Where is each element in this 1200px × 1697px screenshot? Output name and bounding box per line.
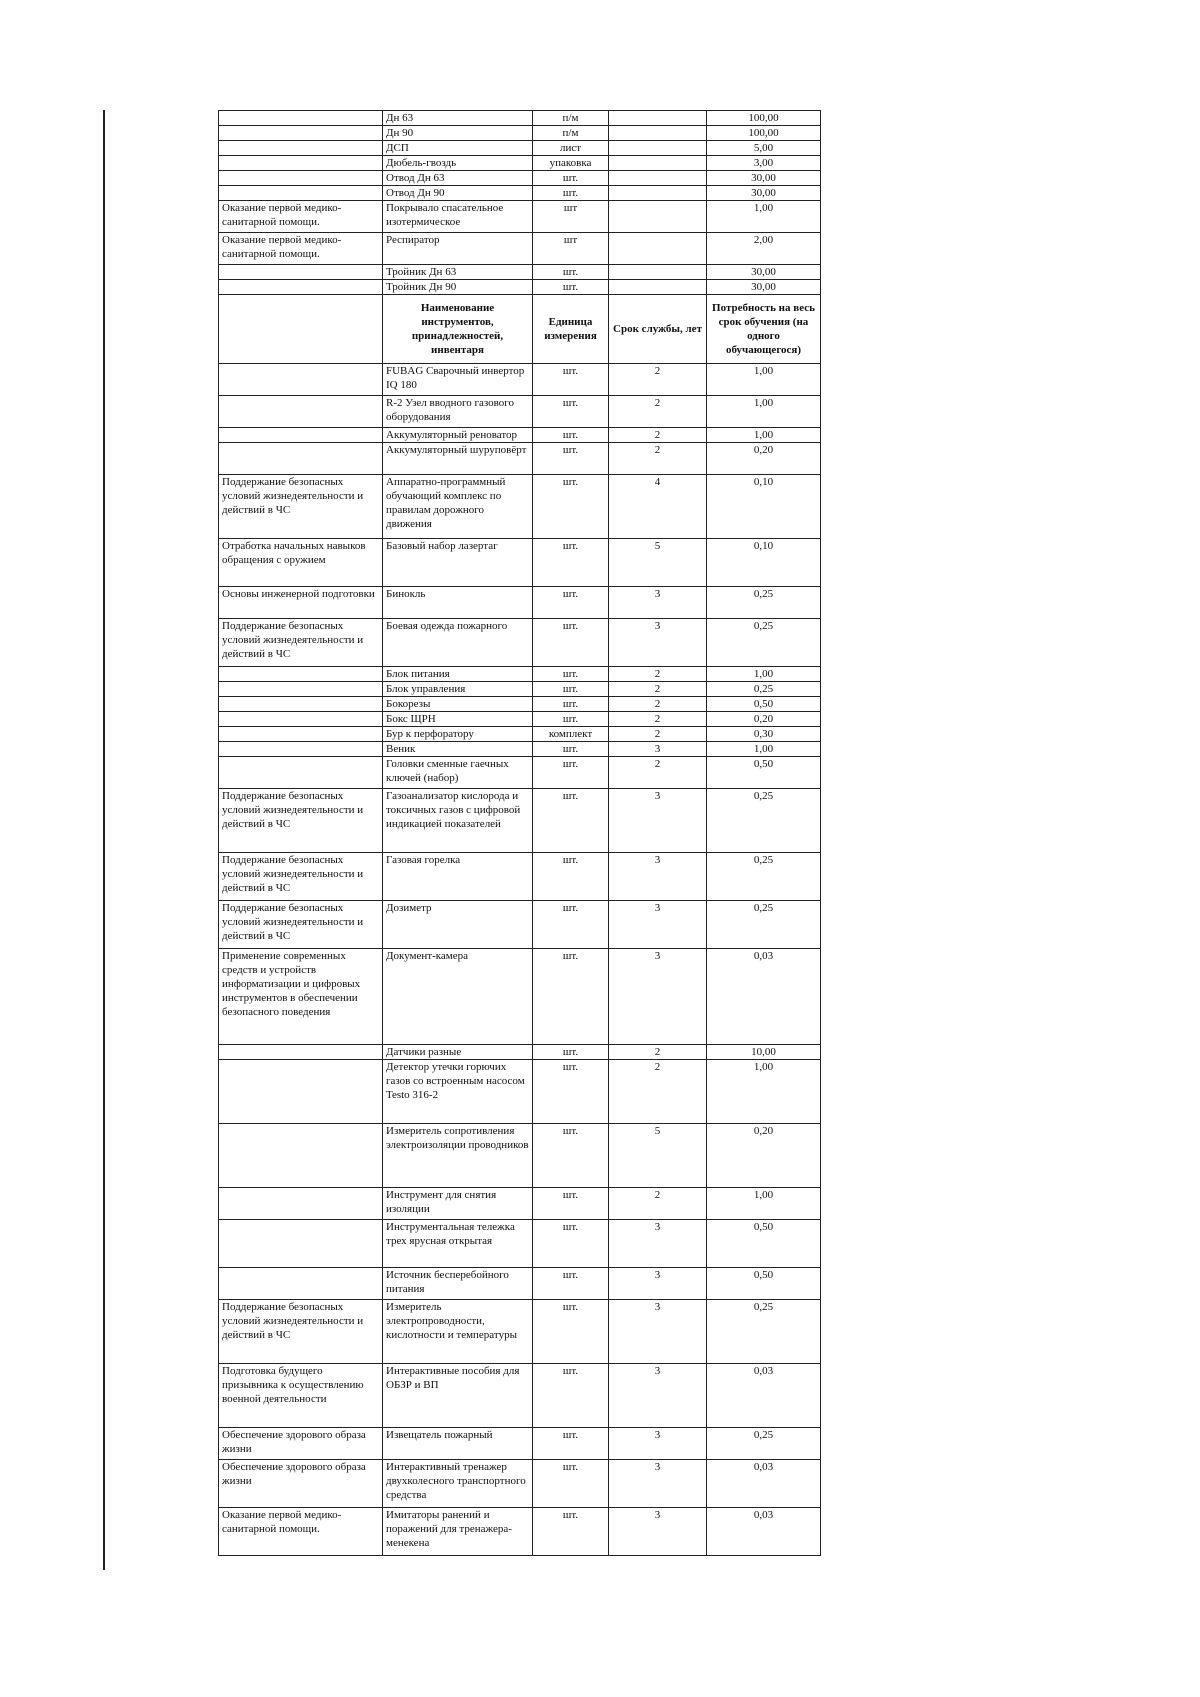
- unit-cell: упаковка: [533, 156, 609, 171]
- service-life-cell: [609, 126, 707, 141]
- item-name-cell: Бокорезы: [383, 697, 533, 712]
- unit-cell: шт.: [533, 1124, 609, 1188]
- unit-cell: шт.: [533, 1188, 609, 1220]
- margin-rule: [103, 110, 105, 1570]
- quantity-cell: 0,25: [707, 853, 821, 901]
- table-row: [219, 1300, 821, 1364]
- item-name-cell: Измеритель сопротивления электроизоляции проводников: [383, 1124, 533, 1188]
- purpose-cell: [219, 396, 383, 428]
- quantity-cell: 0,03: [707, 1460, 821, 1508]
- table-row: [219, 364, 821, 396]
- quantity-cell: 100,00: [707, 111, 821, 126]
- service-life-cell: 2: [609, 443, 707, 475]
- unit-cell: шт.: [533, 1060, 609, 1124]
- quantity-cell: 1,00: [707, 396, 821, 428]
- unit-cell: шт.: [533, 1508, 609, 1556]
- service-life-cell: [609, 280, 707, 295]
- table-row: [219, 265, 821, 280]
- table-row: [219, 619, 821, 667]
- purpose-cell: Подготовка будущего призывника к осуществлению военной деятельности: [219, 1364, 383, 1428]
- unit-cell: комплект: [533, 727, 609, 742]
- quantity-cell: 0,50: [707, 1220, 821, 1268]
- unit-cell: шт.: [533, 619, 609, 667]
- item-name-cell: Отвод Дн 90: [383, 186, 533, 201]
- item-name-cell: Измеритель электропроводности, кислотности и температуры: [383, 1300, 533, 1364]
- item-name-cell: Бур к перфоратору: [383, 727, 533, 742]
- unit-cell: шт.: [533, 265, 609, 280]
- service-life-cell: 3: [609, 789, 707, 853]
- table-row: [219, 428, 821, 443]
- service-life-cell: 2: [609, 682, 707, 697]
- unit-cell: шт.: [533, 1300, 609, 1364]
- quantity-cell: 0,03: [707, 1364, 821, 1428]
- table-row: [219, 475, 821, 539]
- item-name-cell: Инструмент для снятия изоляции: [383, 1188, 533, 1220]
- unit-cell: шт.: [533, 697, 609, 712]
- purpose-cell: [219, 742, 383, 757]
- purpose-cell: [219, 1268, 383, 1300]
- service-life-cell: 4: [609, 475, 707, 539]
- unit-cell: шт.: [533, 901, 609, 949]
- unit-cell: шт.: [533, 789, 609, 853]
- quantity-cell: 0,50: [707, 757, 821, 789]
- unit-cell: шт.: [533, 171, 609, 186]
- table-row: [219, 587, 821, 619]
- purpose-cell: [219, 1220, 383, 1268]
- purpose-cell: [219, 697, 383, 712]
- quantity-cell: 5,00: [707, 141, 821, 156]
- unit-cell: шт.: [533, 1428, 609, 1460]
- purpose-cell: Поддержание безопасных условий жизнедеятельности и действий в ЧС: [219, 619, 383, 667]
- service-life-cell: 2: [609, 1045, 707, 1060]
- purpose-cell: Поддержание безопасных условий жизнедеятельности и действий в ЧС: [219, 853, 383, 901]
- purpose-cell: [219, 171, 383, 186]
- table-row: [219, 1364, 821, 1428]
- service-life-cell: 5: [609, 539, 707, 587]
- quantity-cell: 3,00: [707, 156, 821, 171]
- table-row: [219, 156, 821, 171]
- service-life-cell: 2: [609, 428, 707, 443]
- purpose-cell: Оказание первой медико-санитарной помощи.: [219, 201, 383, 233]
- unit-cell: шт.: [533, 443, 609, 475]
- item-name-cell: Дюбель-гвоздь: [383, 156, 533, 171]
- quantity-cell: 0,10: [707, 475, 821, 539]
- item-name-cell: Тройник Дн 63: [383, 265, 533, 280]
- unit-cell: шт.: [533, 587, 609, 619]
- header-life: Срок службы, лет: [609, 295, 707, 364]
- unit-cell: п/м: [533, 111, 609, 126]
- unit-cell: шт.: [533, 757, 609, 789]
- quantity-cell: 30,00: [707, 265, 821, 280]
- item-name-cell: Покрывало спасательное изотермическое: [383, 201, 533, 233]
- item-name-cell: Интерактивные пособия для ОБЗР и ВП: [383, 1364, 533, 1428]
- item-name-cell: Извещатель пожарный: [383, 1428, 533, 1460]
- unit-cell: шт.: [533, 475, 609, 539]
- unit-cell: шт.: [533, 1220, 609, 1268]
- purpose-cell: [219, 712, 383, 727]
- table-row: [219, 111, 821, 126]
- unit-cell: шт.: [533, 667, 609, 682]
- unit-cell: шт.: [533, 428, 609, 443]
- table-header: [219, 295, 821, 364]
- quantity-cell: 1,00: [707, 201, 821, 233]
- service-life-cell: [609, 141, 707, 156]
- purpose-cell: [219, 280, 383, 295]
- item-name-cell: Газоанализатор кислорода и токсичных газов с цифровой индикацией показателей: [383, 789, 533, 853]
- item-name-cell: Блок управления: [383, 682, 533, 697]
- item-name-cell: Документ-камера: [383, 949, 533, 1045]
- quantity-cell: 1,00: [707, 1060, 821, 1124]
- table-row: [219, 1460, 821, 1508]
- service-life-cell: [609, 111, 707, 126]
- purpose-cell: [219, 141, 383, 156]
- unit-cell: лист: [533, 141, 609, 156]
- service-life-cell: 2: [609, 396, 707, 428]
- quantity-cell: 0,10: [707, 539, 821, 587]
- unit-cell: шт.: [533, 853, 609, 901]
- quantity-cell: 0,25: [707, 587, 821, 619]
- item-name-cell: Дозиметр: [383, 901, 533, 949]
- item-name-cell: Источник бесперебойного питания: [383, 1268, 533, 1300]
- service-life-cell: [609, 201, 707, 233]
- service-life-cell: [609, 186, 707, 201]
- service-life-cell: 2: [609, 757, 707, 789]
- unit-cell: шт.: [533, 364, 609, 396]
- service-life-cell: 2: [609, 1188, 707, 1220]
- item-name-cell: Отвод Дн 63: [383, 171, 533, 186]
- service-life-cell: 3: [609, 1428, 707, 1460]
- purpose-cell: [219, 1060, 383, 1124]
- unit-cell: шт.: [533, 1268, 609, 1300]
- purpose-cell: Оказание первой медико-санитарной помощи.: [219, 1508, 383, 1556]
- header-name: Наименование инструментов, принадлежностей, инвентаря: [383, 295, 533, 364]
- equipment-table: [218, 110, 821, 1556]
- table-row: [219, 280, 821, 295]
- service-life-cell: 3: [609, 1268, 707, 1300]
- quantity-cell: 30,00: [707, 186, 821, 201]
- service-life-cell: 3: [609, 1364, 707, 1428]
- item-name-cell: Инструментальная тележка трех ярусная открытая: [383, 1220, 533, 1268]
- unit-cell: шт: [533, 233, 609, 265]
- service-life-cell: 3: [609, 901, 707, 949]
- unit-cell: шт.: [533, 186, 609, 201]
- purpose-cell: [219, 1124, 383, 1188]
- quantity-cell: 2,00: [707, 233, 821, 265]
- purpose-cell: Основы инженерной подготовки: [219, 587, 383, 619]
- service-life-cell: 3: [609, 853, 707, 901]
- table-row: [219, 1060, 821, 1124]
- table-row: [219, 171, 821, 186]
- quantity-cell: 1,00: [707, 428, 821, 443]
- table-row: [219, 1220, 821, 1268]
- unit-cell: шт.: [533, 396, 609, 428]
- item-name-cell: Дн 63: [383, 111, 533, 126]
- item-name-cell: Газовая горелка: [383, 853, 533, 901]
- quantity-cell: 30,00: [707, 171, 821, 186]
- purpose-cell: Поддержание безопасных условий жизнедеятельности и действий в ЧС: [219, 901, 383, 949]
- table-body-top: [219, 111, 821, 295]
- quantity-cell: 0,25: [707, 1300, 821, 1364]
- item-name-cell: Блок питания: [383, 667, 533, 682]
- service-life-cell: 2: [609, 364, 707, 396]
- item-name-cell: Имитаторы ранений и поражений для тренажера-менекена: [383, 1508, 533, 1556]
- service-life-cell: 3: [609, 949, 707, 1045]
- table-row: [219, 667, 821, 682]
- purpose-cell: [219, 757, 383, 789]
- item-name-cell: Боевая одежда пожарного: [383, 619, 533, 667]
- unit-cell: шт.: [533, 682, 609, 697]
- purpose-cell: Поддержание безопасных условий жизнедеятельности и действий в ЧС: [219, 1300, 383, 1364]
- quantity-cell: 0,25: [707, 789, 821, 853]
- unit-cell: шт.: [533, 949, 609, 1045]
- purpose-cell: [219, 428, 383, 443]
- item-name-cell: Респиратор: [383, 233, 533, 265]
- purpose-cell: [219, 667, 383, 682]
- service-life-cell: 3: [609, 1220, 707, 1268]
- purpose-cell: [219, 156, 383, 171]
- purpose-cell: Применение современных средств и устройств информатизации и цифровых инструментов в обеспечении безопасного поведения: [219, 949, 383, 1045]
- item-name-cell: Аппаратно-программный обучающий комплекс по правилам дорожного движения: [383, 475, 533, 539]
- quantity-cell: 0,03: [707, 1508, 821, 1556]
- service-life-cell: [609, 171, 707, 186]
- service-life-cell: [609, 265, 707, 280]
- service-life-cell: 2: [609, 727, 707, 742]
- service-life-cell: [609, 233, 707, 265]
- item-name-cell: Головки сменные гаечных ключей (набор): [383, 757, 533, 789]
- item-name-cell: Аккумуляторный шуруповёрт: [383, 443, 533, 475]
- table-row: [219, 443, 821, 475]
- table-row: [219, 949, 821, 1045]
- purpose-cell: [219, 111, 383, 126]
- purpose-cell: [219, 682, 383, 697]
- quantity-cell: 0,30: [707, 727, 821, 742]
- quantity-cell: 0,25: [707, 901, 821, 949]
- service-life-cell: 2: [609, 712, 707, 727]
- purpose-cell: Поддержание безопасных условий жизнедеятельности и действий в ЧС: [219, 475, 383, 539]
- purpose-cell: [219, 265, 383, 280]
- table-row: [219, 853, 821, 901]
- table-row: [219, 1508, 821, 1556]
- item-name-cell: Бокс ЩРН: [383, 712, 533, 727]
- service-life-cell: 5: [609, 1124, 707, 1188]
- quantity-cell: 1,00: [707, 667, 821, 682]
- purpose-cell: Оказание первой медико-санитарной помощи.: [219, 233, 383, 265]
- service-life-cell: 2: [609, 667, 707, 682]
- quantity-cell: 0,50: [707, 697, 821, 712]
- service-life-cell: 3: [609, 1300, 707, 1364]
- table-row: [219, 712, 821, 727]
- table-row: [219, 126, 821, 141]
- item-name-cell: Детектор утечки горючих газов со встроенным насосом Testo 316-2: [383, 1060, 533, 1124]
- quantity-cell: 1,00: [707, 1188, 821, 1220]
- item-name-cell: Интерактивный тренажер двухколесного транспортного средства: [383, 1460, 533, 1508]
- unit-cell: шт.: [533, 1460, 609, 1508]
- unit-cell: шт.: [533, 539, 609, 587]
- item-name-cell: Тройник Дн 90: [383, 280, 533, 295]
- unit-cell: шт.: [533, 280, 609, 295]
- item-name-cell: ДСП: [383, 141, 533, 156]
- header-qty: Потребность на весь срок обучения (на одного обучающегося): [707, 295, 821, 364]
- table-row: [219, 901, 821, 949]
- item-name-cell: Базовый набор лазертаг: [383, 539, 533, 587]
- table-row: [219, 201, 821, 233]
- unit-cell: шт.: [533, 712, 609, 727]
- table-row: [219, 697, 821, 712]
- service-life-cell: [609, 156, 707, 171]
- quantity-cell: 10,00: [707, 1045, 821, 1060]
- purpose-cell: [219, 186, 383, 201]
- service-life-cell: 2: [609, 697, 707, 712]
- quantity-cell: 1,00: [707, 742, 821, 757]
- quantity-cell: 30,00: [707, 280, 821, 295]
- table-row: [219, 757, 821, 789]
- table-row: [219, 742, 821, 757]
- quantity-cell: 0,50: [707, 1268, 821, 1300]
- purpose-cell: [219, 1188, 383, 1220]
- quantity-cell: 1,00: [707, 364, 821, 396]
- purpose-cell: [219, 727, 383, 742]
- table-row: [219, 789, 821, 853]
- purpose-cell: [219, 126, 383, 141]
- item-name-cell: Дн 90: [383, 126, 533, 141]
- table-row: [219, 539, 821, 587]
- quantity-cell: 0,20: [707, 443, 821, 475]
- purpose-cell: [219, 1045, 383, 1060]
- header-unit: Единица измерения: [533, 295, 609, 364]
- table-row: [219, 727, 821, 742]
- quantity-cell: 100,00: [707, 126, 821, 141]
- service-life-cell: 3: [609, 1460, 707, 1508]
- table-row: [219, 141, 821, 156]
- item-name-cell: Бинокль: [383, 587, 533, 619]
- unit-cell: шт: [533, 201, 609, 233]
- purpose-cell: Обеспечение здорового образа жизни: [219, 1428, 383, 1460]
- service-life-cell: 3: [609, 742, 707, 757]
- table-row: [219, 233, 821, 265]
- service-life-cell: 3: [609, 587, 707, 619]
- quantity-cell: 0,20: [707, 1124, 821, 1188]
- quantity-cell: 0,20: [707, 712, 821, 727]
- item-name-cell: Датчики разные: [383, 1045, 533, 1060]
- purpose-cell: Поддержание безопасных условий жизнедеятельности и действий в ЧС: [219, 789, 383, 853]
- service-life-cell: 2: [609, 1060, 707, 1124]
- item-name-cell: FUBAG Сварочный инвертор IQ 180: [383, 364, 533, 396]
- table-body-bottom: [219, 364, 821, 1556]
- unit-cell: шт.: [533, 1045, 609, 1060]
- unit-cell: шт.: [533, 1364, 609, 1428]
- table-row: [219, 1268, 821, 1300]
- table-row: [219, 1045, 821, 1060]
- unit-cell: п/м: [533, 126, 609, 141]
- purpose-cell: [219, 443, 383, 475]
- purpose-cell: [219, 364, 383, 396]
- table-row: [219, 1124, 821, 1188]
- quantity-cell: 0,25: [707, 619, 821, 667]
- item-name-cell: Веник: [383, 742, 533, 757]
- purpose-cell: Отработка начальных навыков обращения с оружием: [219, 539, 383, 587]
- purpose-cell: Обеспечение здорового образа жизни: [219, 1460, 383, 1508]
- quantity-cell: 0,25: [707, 682, 821, 697]
- service-life-cell: 3: [609, 619, 707, 667]
- item-name-cell: R-2 Узел вводного газового оборудования: [383, 396, 533, 428]
- service-life-cell: 3: [609, 1508, 707, 1556]
- header-purpose-cell: [219, 295, 383, 364]
- table-row: [219, 682, 821, 697]
- table-row: [219, 1428, 821, 1460]
- header-row: [219, 295, 821, 364]
- table-row: [219, 396, 821, 428]
- quantity-cell: 0,03: [707, 949, 821, 1045]
- quantity-cell: 0,25: [707, 1428, 821, 1460]
- table-row: [219, 1188, 821, 1220]
- item-name-cell: Аккумуляторный реноватор: [383, 428, 533, 443]
- table-row: [219, 186, 821, 201]
- unit-cell: шт.: [533, 742, 609, 757]
